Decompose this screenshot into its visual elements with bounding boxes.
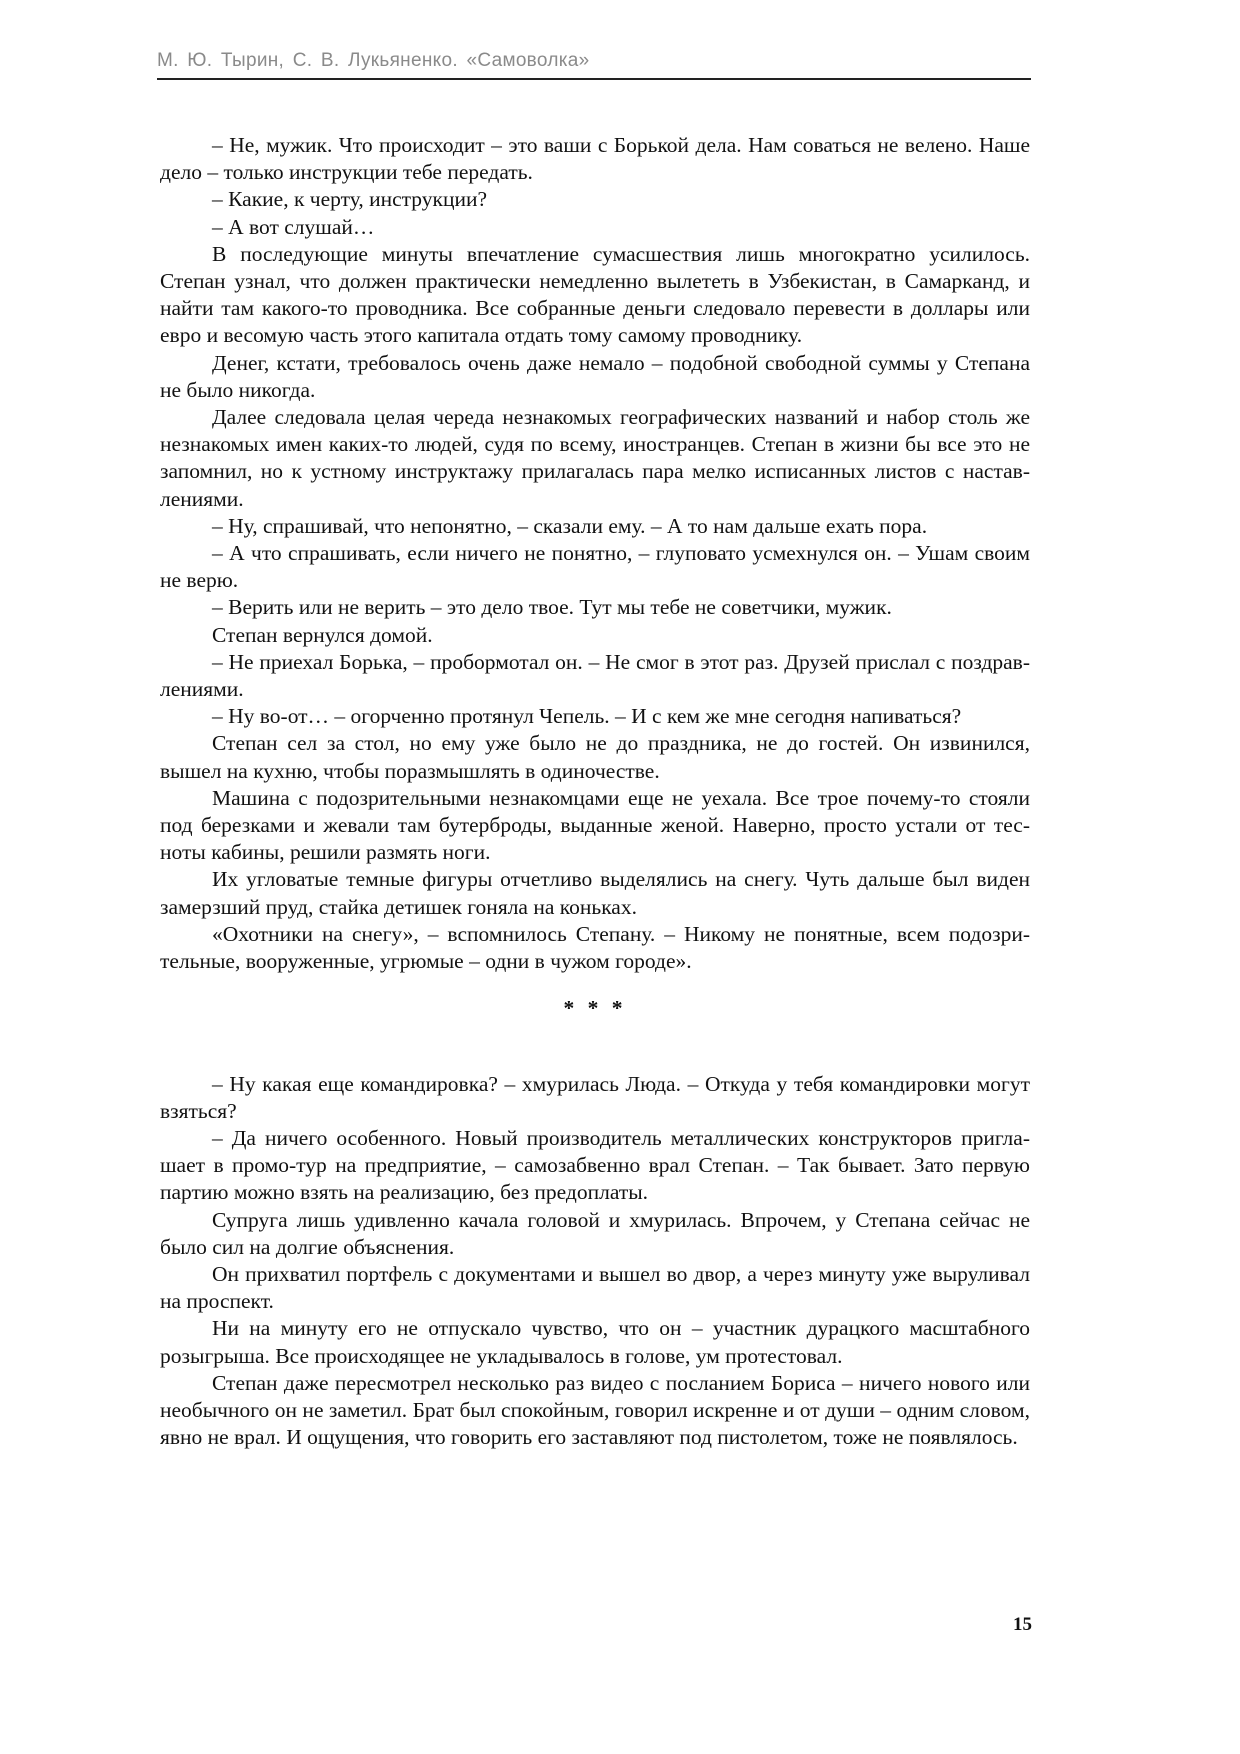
- paragraph: Их угловатые темные фигуры отчетливо выделялись на снегу. Чуть дальше был виден замерзший пруд, стайка детишек гоняла на коньках.: [160, 867, 1030, 919]
- paragraph: Далее следовала целая череда незнакомых географических названий и набор столь же незнакомых имен каких-то людей, судя по всему, иностранцев. Степан в жизни бы все это не запомнил, но к устному инструктажу прилагалась пара мелко исписанных листов с наставлениями.: [160, 405, 1030, 511]
- paragraph: Степан вернулся домой.: [212, 622, 433, 647]
- paragraph: «Охотники на снегу», – вспомнилось Степану. – Никому не понятные, всем подозрительные, вооруженные, угрюмые – одни в чужом городе».: [160, 921, 1030, 974]
- running-header: М. Ю. Тырин, С. В. Лукьяненко. «Самоволка»: [157, 50, 590, 71]
- paragraph: – А что спрашивать, если ничего не понятно, – глуповато усмехнулся он. – Ушам своим не верю.: [160, 541, 1030, 593]
- paragraph: – Ну во-от… – огорченно протянул Чепель. – И с кем же мне сегодня напиваться?: [212, 704, 962, 729]
- paragraph: Машина с подозрительными незнакомцами еще не уехала. Все трое почему-то стояли под березками и жевали там бутерброды, выданные женой. Наверно, просто устали от тесноты кабины, решили размять ноги.: [160, 785, 1030, 865]
- paragraph: Степан сел за стол, но ему уже было не до праздника, не до гостей. Он извинился, вышел на кухню, чтобы поразмышлять в одиночестве.: [160, 731, 1030, 783]
- paragraph: Ни на минуту его не отпускало чувство, что он – участник дурацкого масштабного розыгрыша. Все происходящее не укладывалось в голове, ум протестовал.: [160, 1316, 1030, 1368]
- paragraph: В последующие минуты впечатление сумасшествия лишь многократно усилилось. Степан узнал, что должен практически немедленно вылететь в Узбекистан, в Самарканд, и найти там какого-то проводника. Все собранные деньги следовало перевести в доллары или евро и весомую часть этого капитала отдать тому самому проводнику.: [160, 241, 1030, 348]
- paragraph: Супруга лишь удивленно качала головой и хмурилась. Впрочем, у Степана сейчас не было сил на долгие объяснения.: [160, 1207, 1030, 1259]
- body-text: [160, 132, 1030, 1451]
- paragraph: – Какие, к черту, инструкции?: [212, 187, 488, 212]
- section-break: * * *: [563, 996, 627, 1021]
- paragraph: Денег, кстати, требовалось очень даже немало – подобной свободной суммы у Степана не было никогда.: [160, 350, 1030, 402]
- paragraph: Степан даже пересмотрел несколько раз видео с посланием Бориса – ничего нового или необычного он не заметил. Брат был спокойным, говорил искренне и от души – одним словом, явно не врал. И ощущения, что говорить его заставляют под пистолетом, тоже не появлялось.: [160, 1370, 1030, 1450]
- paragraph: Он прихватил портфель с документами и вышел во двор, а через минуту уже выруливал на проспект.: [160, 1261, 1030, 1314]
- paragraph: – Ну, спрашивай, что непонятно, – сказали ему. – А то нам дальше ехать пора.: [212, 513, 928, 538]
- paragraph: – Не, мужик. Что происходит – это ваши с Борькой дела. Нам соваться не велено. Наше дело – только инструкции тебе передать.: [160, 133, 1030, 185]
- header-divider: [157, 78, 1031, 80]
- paragraph: – Да ничего особенного. Новый производитель металлических конструкторов приглашает в промо-тур на предприятие, – самозабвенно врал Степан. – Так бывает. Зато первую партию можно взять на реализацию, без предоплаты.: [160, 1125, 1030, 1205]
- paragraph: – Верить или не верить – это дело твое. Тут мы тебе не советчики, мужик.: [212, 595, 892, 620]
- paragraph: – Ну какая еще командировка? – хмурилась Люда. – Откуда у тебя командировки могут взяться?: [160, 1071, 1030, 1123]
- paragraph: – А вот слушай…: [212, 214, 375, 239]
- page-number: 15: [1013, 1614, 1032, 1635]
- paragraph: – Не приехал Борька, – пробормотал он. – Не смог в этот раз. Друзей прислал с поздравлениями.: [160, 649, 1030, 702]
